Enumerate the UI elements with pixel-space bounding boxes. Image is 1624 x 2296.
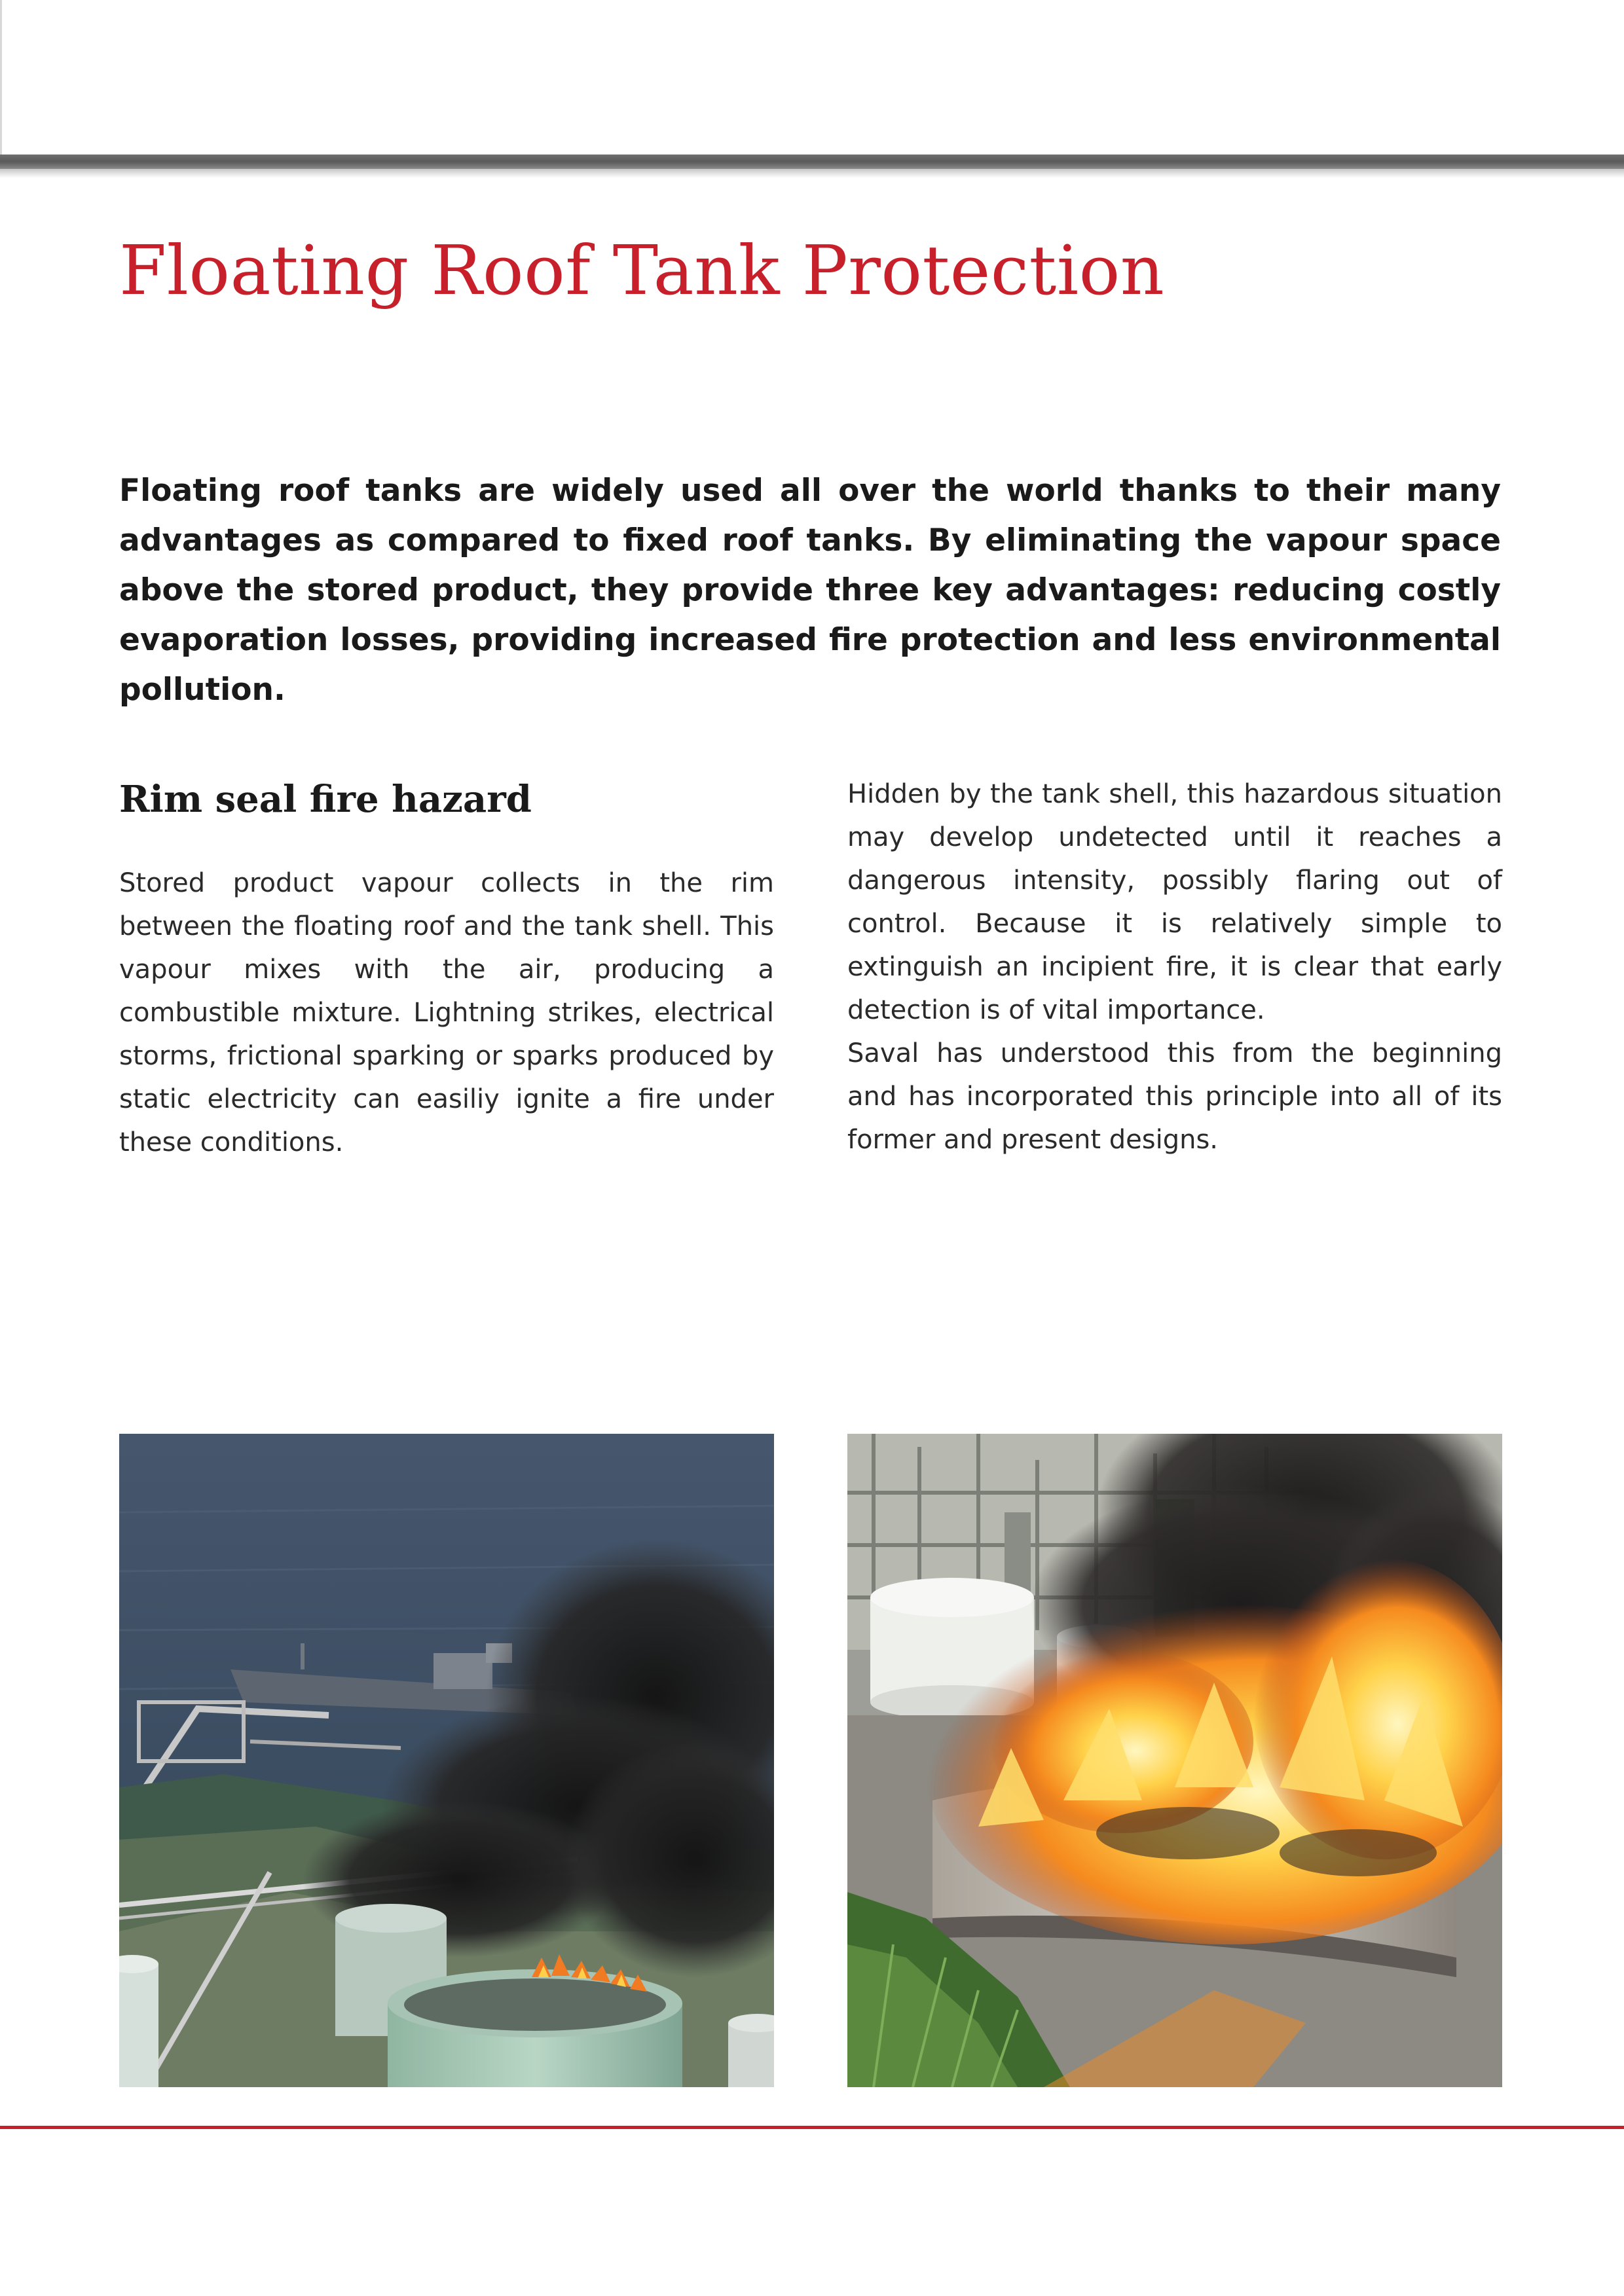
footer-divider xyxy=(0,2126,1624,2129)
right-column xyxy=(847,773,1502,1161)
harbour-tank-fire-image xyxy=(119,1434,774,2087)
header-band xyxy=(0,0,1624,155)
section-heading: Rim seal fire hazard xyxy=(119,778,532,821)
refinery-tank-fire-photo xyxy=(847,1434,1502,2087)
left-column-body: Stored product vapour collects in the rim between the floating roof and the tank shell. This vapour mixes with the air, producing a combustible mixture. Lightning strikes, electrical storms, frictional sparking or sparks produced by static electricity can easiliy ignite a fire under these conditions. xyxy=(119,868,774,1157)
harbour-tank-fire-photo xyxy=(119,1434,774,2087)
header-divider-shadow xyxy=(0,169,1624,178)
right-column-paragraph-1: Hidden by the tank shell, this hazardous situation may develop undetected until it reaches a dangerous intensity, possibly flaring out of control. Because it is relatively simple to extinguish an incipient fire, it is clear that early detection is of vital importance. xyxy=(847,779,1502,1025)
right-column-paragraph-2: Saval has understood this from the beginning and has incorporated this principle into all of its former and present designs. xyxy=(847,1038,1502,1155)
left-column xyxy=(119,773,774,1164)
refinery-tank-fire-image xyxy=(847,1434,1502,2087)
lead-paragraph: Floating roof tanks are widely used all over the world thanks to their many advantages as compared to fixed roof tanks. By eliminating the vapour space above the stored product, they provide three key advantages: reducing costly evaporation losses, providing increased fire protection and less environmental pollution. xyxy=(119,473,1501,708)
header-divider xyxy=(0,155,1624,169)
page-title: Floating Roof Tank Protection xyxy=(119,230,1165,310)
